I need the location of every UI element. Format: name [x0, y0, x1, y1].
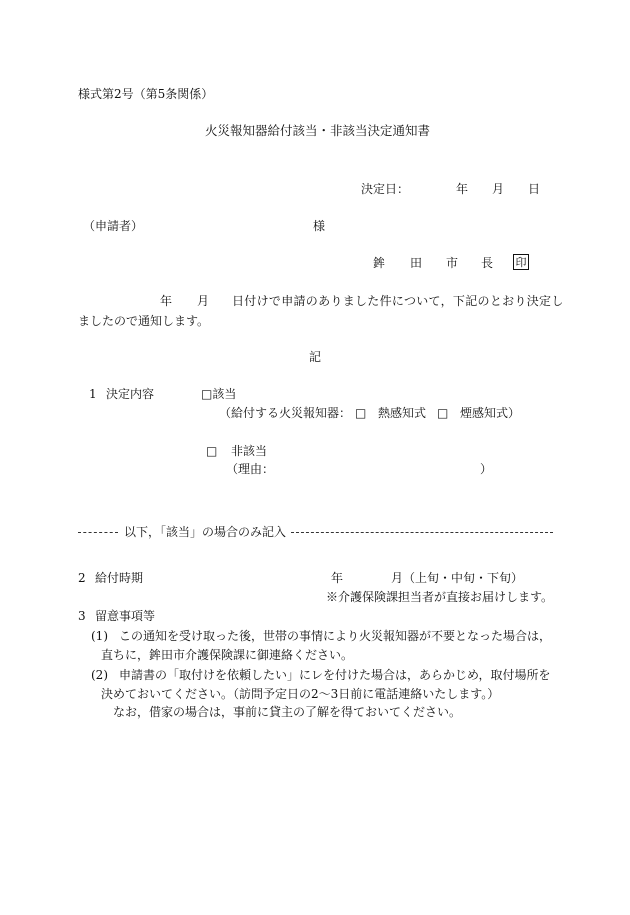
- item3-p1-line1: この通知を受け取った後，世帯の事情により火災報知器が不要となった場合は，: [119, 629, 552, 643]
- item1-number: 1: [89, 387, 97, 401]
- item3-p1-number: (1): [91, 629, 108, 643]
- form-number: 様式第2号（第5条関係）: [78, 87, 214, 101]
- divider-text: 以下，「該当」の場合のみ記入: [124, 525, 287, 539]
- decision-date-label: 決定日：: [361, 182, 410, 196]
- issuer-char-4: 長: [481, 256, 494, 270]
- notice-line-2: ましたので通知します。: [78, 314, 210, 328]
- item2-delivery-note: ※介護保険課担当者が直接お届けします。: [326, 590, 554, 604]
- item2-month-period: 月（上旬・中旬・下旬）: [391, 571, 524, 585]
- smoke-checkbox[interactable]: □: [437, 406, 449, 420]
- reason-close: ）: [480, 462, 493, 476]
- reason-open: （理由：: [226, 462, 275, 476]
- item3-label: 留意事項等: [95, 609, 156, 623]
- applicant-label: （申請者）: [83, 219, 144, 233]
- not-applicable-label: 非該当: [231, 444, 268, 458]
- item3-p1-line2: 直ちに，鉾田市介護保険課に御連絡ください。: [101, 648, 354, 662]
- ki-heading: 記: [309, 350, 322, 364]
- item2-label: 給付時期: [95, 571, 144, 585]
- heat-checkbox[interactable]: □: [355, 406, 367, 420]
- device-type-open: （給付する火災報知器：: [219, 406, 352, 420]
- item1-label: 決定内容: [106, 387, 155, 401]
- applicant-suffix: 様: [313, 219, 326, 233]
- seal-box: 印: [513, 254, 529, 270]
- item3-p2-line1: 申請書の「取付けを依頼したい」にレを付けた場合は，あらかじめ，取付場所を: [119, 668, 551, 682]
- divider-dashes-right: [291, 532, 553, 533]
- item3-p2-line3: なお，借家の場合は，事前に貸主の了解を得ておいてください。: [113, 705, 462, 719]
- divider-dashes-left: [78, 532, 118, 533]
- item2-year: 年: [331, 571, 344, 585]
- notice-line-1: 日付けで申請のありました件について，下記のとおり決定し: [232, 294, 564, 308]
- item2-number: 2: [78, 571, 86, 585]
- notice-month: 月: [197, 294, 210, 308]
- issuer-char-2: 田: [410, 256, 423, 270]
- heat-sensing-label: 熱感知式: [378, 406, 427, 420]
- applicable-checkbox[interactable]: □該当: [201, 387, 237, 401]
- not-applicable-checkbox[interactable]: □: [206, 444, 218, 458]
- issuer-char-1: 鉾: [373, 256, 386, 270]
- item3-p2-number: (2): [91, 668, 108, 682]
- item3-p2-line2: 決めておいてください。（訪問予定日の2〜3日前に電話連絡いたします。）: [101, 687, 500, 701]
- notice-year: 年: [160, 294, 173, 308]
- decision-date-year: 年: [456, 182, 469, 196]
- decision-date-month: 月: [492, 182, 505, 196]
- item3-number: 3: [78, 609, 86, 623]
- issuer-char-3: 市: [446, 256, 459, 270]
- decision-date-day: 日: [528, 182, 541, 196]
- smoke-sensing-label: 煙感知式）: [460, 406, 521, 420]
- document-title: 火災報知器給付該当・非該当決定通知書: [205, 123, 431, 138]
